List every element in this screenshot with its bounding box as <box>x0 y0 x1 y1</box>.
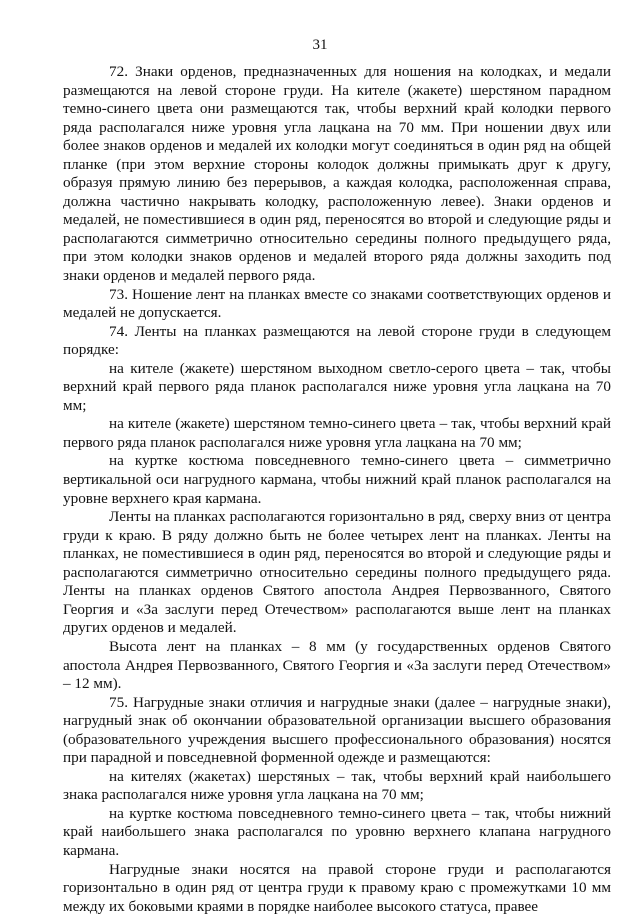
paragraph-72: 72. Знаки орденов, предназначенных для ношения на колодках, и медали размещаются на левой стороне груди. На кителе (жакете) шерстяном парадном темно-синего цвета они размещаются так, чтобы верхний край колодки первого ряда располагался ниже уровня угла лацкана на 70 мм. При ношении двух или более знаков орденов и медалей их колодки могут соединяться в один ряд на общей планке (при этом верхние стороны колодок должны примыкать друг к другу, образуя прямую линию без перерывов, а каждая колодка, расположенная справа, должна частично накрывать колодку, расположенную левее). Знаки орденов и медалей, не поместившиеся в один ряд, переносятся во второй и следующие ряды и располагаются симметрично относительно середины полного предыдущего ряда, при этом колодки знаков орденов и медалей второго ряда должны заходить под знаки орденов и медалей первого ряда. <box>63 63 611 285</box>
paragraph-74-item-2: на кителе (жакете) шерстяном темно-синего цвета – так, чтобы верхний край первого ряда планок располагался ниже уровня угла лацкана на 70 мм; <box>63 415 611 451</box>
paragraph-74-item-3: на куртке костюма повседневного темно-синего цвета – симметрично вертикальной оси нагрудного кармана, чтобы нижний край планок располагался на уровне верхнего края кармана. <box>63 452 611 507</box>
paragraph-74-item-1: на кителе (жакете) шерстяном выходном светло-серого цвета – так, чтобы верхний край первого ряда планок располагался ниже уровня угла лацкана на 70 мм; <box>63 359 611 414</box>
paragraph-75-item-1: на кителях (жакетах) шерстяных – так, чтобы верхний край наибольшего знака располагался ниже уровня угла лацкана на 70 мм; <box>63 767 611 804</box>
paragraph-ribbons-height: Высота лент на планках – 8 мм (у государственных орденов Святого апостола Андрея Первозванного, Святого Георгия и «За заслуги перед Отечеством» – 12 мм). <box>63 637 611 693</box>
paragraph-badges-placement: Нагрудные знаки носятся на правой стороне груди и располагаются горизонтально в один ряд от центра груди к правому краю с промежутками 10 мм между их боковыми краями в порядке наиболее высокого статуса, правее <box>63 860 611 915</box>
paragraph-74: 74. Ленты на планках размещаются на левой стороне груди в следующем порядке: <box>63 322 611 359</box>
paragraph-75-item-2: на куртке костюма повседневного темно-синего цвета – так, чтобы нижний край наибольшего знака располагался по уровню верхнего клапана нагрудного кармана. <box>63 804 611 859</box>
paragraph-73: 73. Ношение лент на планках вместе со знаками соответствующих орденов и медалей не допускается. <box>63 285 611 322</box>
paragraph-75: 75. Нагрудные знаки отличия и нагрудные знаки (далее – нагрудные знаки), нагрудный знак об окончании образовательной организации высшего образования (образовательного учреждения высшего профессионального образования) носятся при парадной и повседневной форменной одежде и размещаются: <box>63 693 611 767</box>
document-body <box>63 63 611 916</box>
paragraph-ribbons-arrangement: Ленты на планках располагаются горизонтально в ряд, сверху вниз от центра груди к краю. В ряду должно быть не более четырех лент на планках. Ленты на планках, не поместившиеся в один ряд, переносятся во второй и следующие ряды и располагаются симметрично относительно середины полного предыдущего ряда. Ленты на планках орденов Святого апостола Андрея Первозванного, Святого Георгия и «За заслуги перед Отечеством» располагаются выше лент на планках других орденов и медалей. <box>63 508 611 637</box>
page-number: 31 <box>312 37 328 53</box>
